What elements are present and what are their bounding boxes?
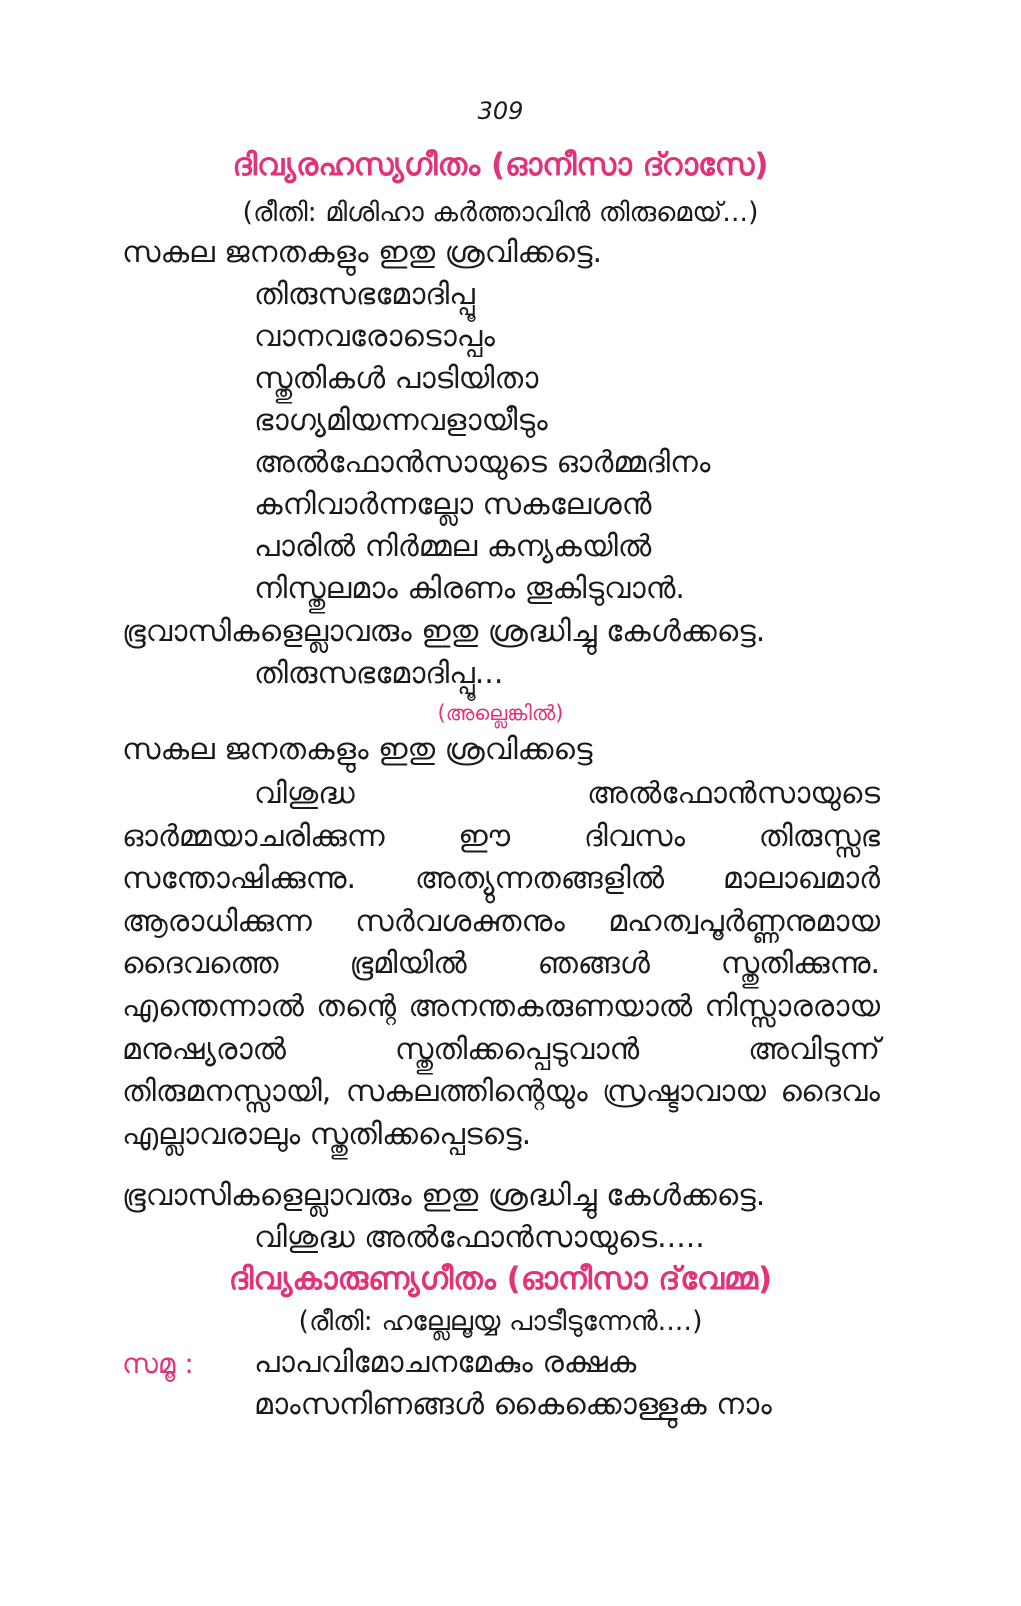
refrain-line: തിരുസഭമോദിപ്പൂ... [254, 656, 504, 691]
refrain-line: വിശുദ്ധ അൽഫോൻസായുടെ..... [254, 1220, 705, 1255]
verse-line: സ്തുതികൾ പാടിയിതാ [254, 361, 539, 396]
verse-line: കനിവാർന്നല്ലോ സകലേശൻ [254, 487, 652, 522]
verse-line: ഭൂവാസികളെല്ലാവരും ഇതു ശ്രദ്ധിച്ചു കേൾക്കട്ടെ. [122, 614, 766, 649]
verse-line: നിസ്തുലമാം കിരണം തൂകിടുവാൻ. [254, 571, 685, 606]
verse-line: ഭൂവാസികളെല്ലാവരും ഇതു ശ്രദ്ധിച്ചു കേൾക്കട്ടെ. [122, 1178, 766, 1213]
tune-note: (രീതി: ഹല്ലേലൂയ്യ പാടീടുന്നേൻ....) [298, 1306, 703, 1337]
verse-line: സകല ജനതകളും ഇതു ശ്രവിക്കട്ടെ [122, 732, 593, 767]
verse-line: ഭാഗ്യമിയന്നവളായീടും [254, 403, 548, 438]
alternative-label: (അല്ലെങ്കിൽ) [437, 701, 564, 725]
section-title-eucharist: ദിവ്യകാരുണ്യഗീതം (ഓനീസാ ദ്‌വേമ്മ) [228, 1261, 773, 1297]
verse-line: വാനവരോടൊപ്പം [254, 319, 495, 354]
prose-paragraph-text: വിശുദ്ധ അൽഫോൻസായുടെ ഓർമ്മയാചരിക്കുന്ന ഈ ദിവസം തിരുസ്സഭ സന്തോഷിക്കുന്നു. അത്യുന്നതങ്ങളിൽ മാലാഖമാർ ആരാധിക്കുന്ന സർവശക്തനും മഹത്വപൂർണ്ണനുമായ ദൈവത്തെ ഭൂമിയിൽ ഞങ്ങൾ സ്തുതിക്കുന്നു. എന്തെന്നാൽ തന്റെ അനന്തകരുണയാൽ നിസ്സാരരായ മനുഷ്യരാൽ സ്തുതിക്കപ്പെടുവാൻ അവിടുന്ന് തിരുമനസ്സായി, സകലത്തിന്റെയും സ്രഷ്ടാവായ ദൈവം എല്ലാവരാലും സ്തുതിക്കപ്പെടട്ടെ. [122, 776, 880, 1152]
verse-line: പാരിൽ നിർമ്മല കന്യകയിൽ [254, 529, 652, 564]
verse-line: തിരുസഭമോദിപ്പൂ [254, 277, 475, 312]
page-number: 309 [477, 97, 524, 125]
tune-note: (രീതി: മിശിഹാ കർത്താവിൻ തിരുമെയ്...) [242, 197, 759, 228]
verse-line: സകല ജനതകളും ഇതു ശ്രവിക്കട്ടെ. [122, 235, 602, 270]
section-title-divine-mystery: ദിവ്യരഹസ്യഗീതം (ഓനീസാ ദ്റാസേ) [232, 147, 769, 183]
prose-paragraph [122, 773, 880, 1156]
verse-line: അൽഫോൻസായുടെ ഓർമ്മദിനം [254, 445, 711, 480]
verse-line: മാംസനിണങ്ങൾ കൈക്കൊള്ളുക നാം [254, 1387, 772, 1422]
verse-line: പാപവിമോചനമേകും രക്ഷക [254, 1345, 637, 1380]
speaker-label: സമൂ : [122, 1347, 194, 1380]
